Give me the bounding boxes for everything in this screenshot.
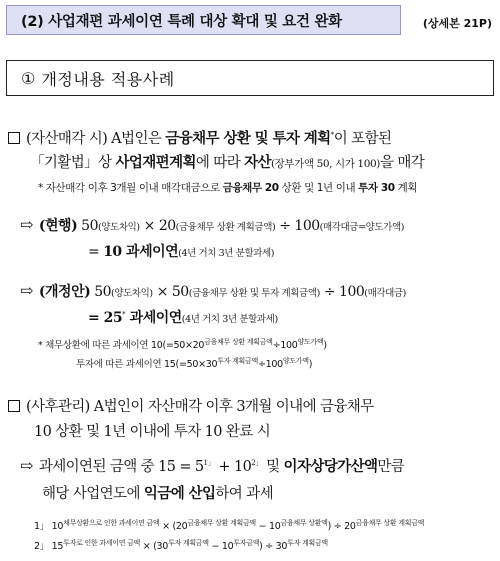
block2-line2: 10 상환 및 1년 이내에 투자 10 완료 시 xyxy=(34,424,271,440)
current-result: = 10 과세이연(4년 거치 3년 분할과세) xyxy=(88,244,275,260)
footnote-2: 2」 $15^{투자로 인한 과세이연 금액} \times (30^{투자 계획금액} - 10^{투자금액}) \div 30^{투자 계획금액}$ xyxy=(34,539,328,553)
subsection-heading xyxy=(6,60,494,96)
arrow-right-icon: ⇨ xyxy=(20,456,33,475)
block1-line2: 「기활법」상 사업재편계획에 따라 자산(장부가액 50, 시가 100)을 매각 xyxy=(30,154,425,171)
header xyxy=(6,5,496,37)
block1-line1: (자산매각 시) A법인은 금융채무 상환 및 투자 계획*이 포함된 xyxy=(8,127,391,148)
block2-line1: (사후관리) A법인이 자산매각 이후 3개월 이내에 금융채무 xyxy=(8,395,374,416)
result-line1: ⇨ 과세이연된 금액 중 $15 = 5^{1」} + 10^{2」}$ 및 이자상당가산액만큼 xyxy=(20,456,405,475)
footnote-1: 1」 $10^{채무상환으로 인한 과세이연 금액} \times (20^{금융채무 상환 계획금액} - 10^{금융채무 상환액}) \div 20^{금융채무 상환 계획금액}$ xyxy=(34,519,425,533)
revised-note-2: 투자에 따른 과세이연 $15(=50\times 30^{투자 계획금액}\div 100^{양도가액})$ xyxy=(76,357,313,371)
revised-label: (개정안) xyxy=(38,284,91,300)
section-title: (2) 사업재편 과세이연 특례 대상 확대 및 요건 완화 xyxy=(6,5,401,35)
block1-note: * 자산매각 이후 3개월 이내 매각대금으로 금융채무 20 상환 및 1년 이내 투자 30 계획 xyxy=(38,182,418,194)
arrow-right-icon: ⇨ xyxy=(20,215,33,234)
reference-page: (상세본 21P) xyxy=(422,17,492,30)
revised-note-1: * 채무상환에 따른 과세이연 $10(=50\times 20^{금융채무 상환 계획금액}\div 100^{양도가액})$ xyxy=(38,338,327,352)
current-label: (현행) xyxy=(38,218,78,234)
revised-result: = 25* 과세이연(4년 거치 3년 분할과세) xyxy=(88,310,278,326)
result-line2: 해당 사업연도에 익금에 산입하여 과세 xyxy=(42,485,273,502)
checkbox-icon xyxy=(8,400,20,412)
revised-formula: ⇨ (개정안) 50(양도차익) × 50(금융채무 상환 및 투자 계획금액) ÷ 100(매각대금) xyxy=(20,281,406,300)
current-formula: ⇨ (현행) 50(양도차익) × 20(금융채무 상환 계획금액) ÷ 100(매각대금=양도가액) xyxy=(20,215,405,234)
arrow-right-icon: ⇨ xyxy=(20,281,33,300)
subsection-number: ① xyxy=(21,68,36,88)
subsection-title: 개정내용 적용사례 xyxy=(41,69,175,89)
checkbox-icon xyxy=(8,132,20,144)
